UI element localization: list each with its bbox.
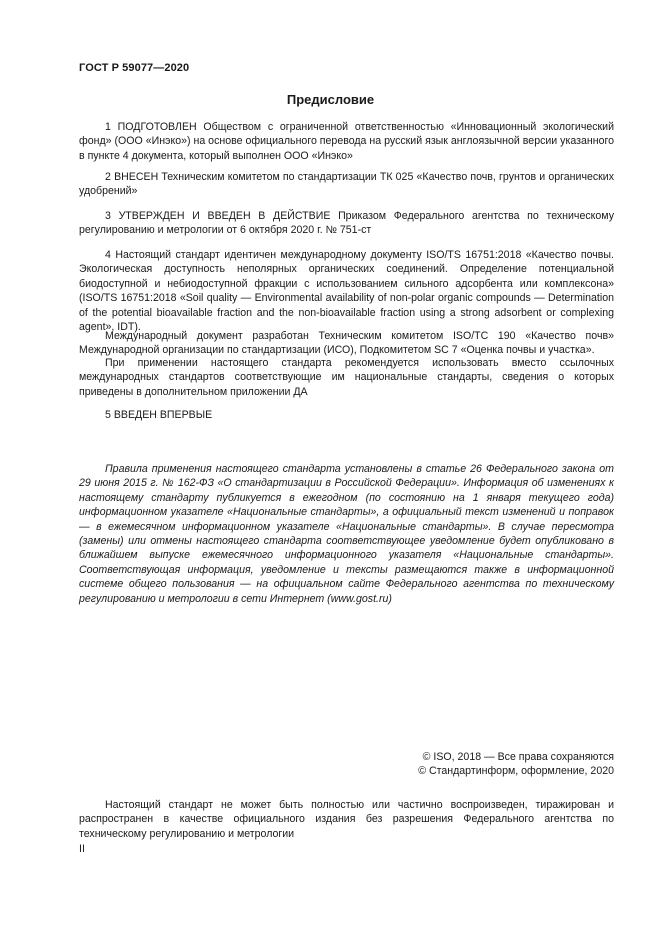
item-1 [79, 120, 614, 163]
item-4 [79, 248, 614, 334]
copyright-standartinform: © Стандартинформ, оформление, 2020 [418, 765, 614, 777]
application-notice [79, 462, 614, 606]
item-5-text: 5 ВВЕДЕН ВПЕРВЫЕ [105, 409, 213, 421]
item-3 [79, 209, 614, 238]
reproduction-notice [79, 798, 614, 841]
item-4-note-2 [79, 356, 614, 399]
item-4-text: 4 Настоящий стандарт идентичен международному документу ISO/TS 16751:2018 «Качество почвы. Экологическая доступность неполярных органических соединений. Определение потенциальной биодоступной и небиодоступной фракции с использованием сильного адсорбента или комплексона» (ISO/TS 16751:2018 «Soil quality — Environmental availability of non-polar organic compounds — Determination of the potential bioavailable fraction and the non-bioavailable fraction using a strong adsorbent or complexing agent», IDT). [79, 249, 614, 334]
item-2 [79, 170, 614, 199]
item-2-text: 2 ВНЕСЕН Техническим комитетом по стандартизации ТК 025 «Качество почв, грунтов и органических удобрений» [79, 171, 614, 198]
copyright-iso: © ISO, 2018 — Все права сохраняются [422, 751, 614, 763]
application-notice-text: Правила применения настоящего стандарта установлены в статье 26 Федерального закона от 29 июня 2015 г. № 162-ФЗ «О стандартизации в Российской Федерации». Информация об изменениях к настоящему стандарту публикуется в ежегодном (по состоянию на 1 января текущего года) информационном указателе «Национальные стандарты», а официальный текст изменений и поправок — в ежемесячном информационном указателе «Национальные стандарты». В случае пересмотра (замены) или отмены настоящего стандарта соответствующее уведомление будет опубликовано в ближайшем выпуске ежемесячного информационного указателя «Национальные стандарты». Соответствующая информация, уведомление и тексты размещаются также в информационной системе общего пользования — на официальном сайте Федерального агентства по техническому регулированию и метрологии в сети Интернет (www.gost.ru) [79, 463, 614, 605]
standard-id: ГОСТ Р 59077—2020 [79, 62, 190, 74]
reproduction-notice-text: Настоящий стандарт не может быть полностью или частично воспроизведен, тиражирован и распространен в качестве официального издания без разрешения Федерального агентства по техническому регулированию и метрологии [79, 799, 614, 840]
item-1-text: 1 ПОДГОТОВЛЕН Обществом с ограниченной ответственностью «Инновационный экологический фонд» (ООО «Инэко») на основе официального перевода на русский язык англоязычной версии указанного в пункте 4 документа, который выполнен ООО «Инэко» [79, 121, 614, 162]
item-4-note-2-text: При применении настоящего стандарта рекомендуется использовать вместо ссылочных международных стандартов соответствующие им национальные стандарты, сведения о которых приведены в дополнительном приложении ДА [79, 357, 614, 398]
item-5 [79, 408, 614, 422]
page-number: II [79, 843, 85, 855]
page-title: Предисловие [286, 92, 375, 107]
item-3-text: 3 УТВЕРЖДЕН И ВВЕДЕН В ДЕЙСТВИЕ Приказом Федерального агентства по техническому регулированию и метрологии от 6 октября 2020 г. № 751-ст [79, 210, 614, 237]
item-4-note-1 [79, 329, 614, 358]
item-4-note-1-text: Международный документ разработан Техническим комитетом ISO/TC 190 «Качество почв» Международной организации по стандартизации (ИСО), Подкомитетом SC 7 «Оценка почвы и участка». [79, 330, 614, 357]
